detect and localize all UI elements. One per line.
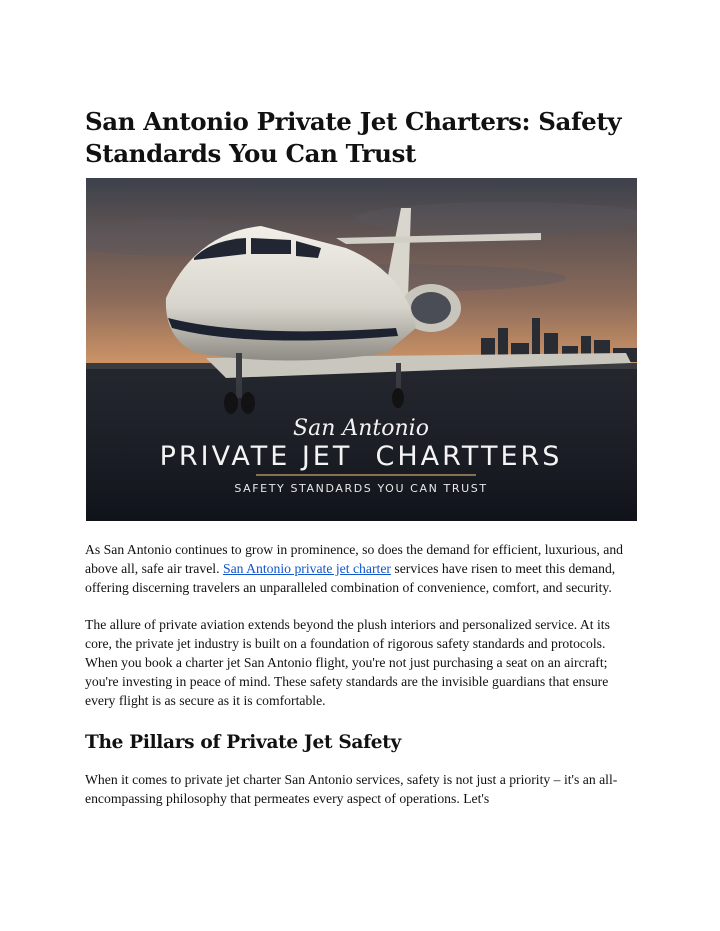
paragraph-intro-text: As San Antonio continues to grow in prominence, so does the demand for efficient, luxurious, and above all, safe air travel. (85, 542, 624, 576)
paragraph-allure: The allure of private aviation extends beyond the plush interiors and personalized service. At its core, the private jet industry is built on a foundation of rigorous safety standards and protocols. When you book a charter jet San Antonio flight, you're not just purchasing a seat on an aircraft; you're investing in peace of mind. These safety standards are the invisible guardians that ensure every flight is as secure as it is comfortable. (85, 617, 610, 708)
paragraph-intro-text-end: services have risen to meet this demand, offering discerning travelers an unparalleled combination of convenience, comfort, and security. (85, 561, 616, 595)
hero-script-text: San Antonio (293, 416, 429, 441)
hero-headline: PRIVATE JET CHARTTERS (159, 441, 563, 472)
article-body (85, 540, 637, 808)
paragraph-pillars: When it comes to private jet charter San Antonio services, safety is not just a priority – it's an all-encompassing philosophy that permeates every aspect of operations. Let's (85, 772, 618, 806)
charter-link[interactable]: San Antonio private jet charter (222, 561, 391, 576)
hero-image (86, 178, 637, 521)
section-heading: The Pillars of Private Jet Safety (85, 732, 401, 753)
jet-illustration (86, 178, 637, 521)
title-block (85, 106, 637, 170)
hero-tagline: SAFETY STANDARDS YOU CAN TRUST (234, 482, 488, 495)
paragraph-intro (85, 540, 637, 597)
page-title: San Antonio Private Jet Charters: Safety Standards You Can Trust (85, 107, 622, 168)
